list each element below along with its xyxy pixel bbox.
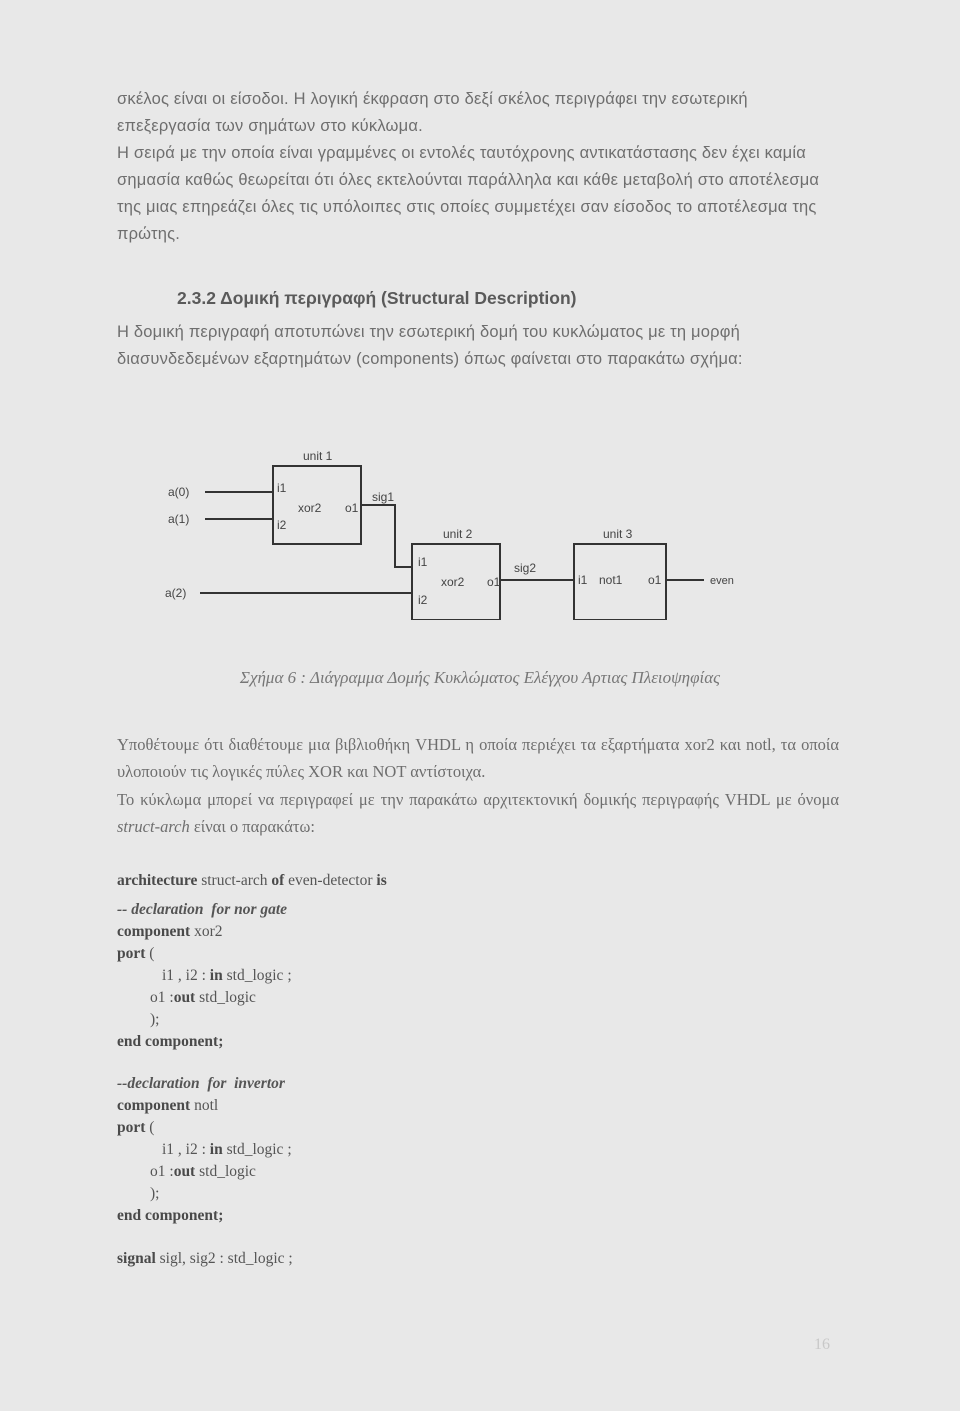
input-label-a0: a(0) — [168, 485, 190, 499]
code-port2-close: ); — [150, 1185, 160, 1202]
section-intro: Η δομική περιγραφή αποτυπώνει την εσωτερική δομή του κυκλώματος με τη μορφή διασυνδεδεμένων εξαρτημάτων (components) όπως φαίνεται στο παρακάτω σχήμα: — [117, 323, 743, 368]
code-port-2: port ( — [117, 1119, 155, 1136]
unit2-in1: i1 — [418, 555, 428, 569]
code-port2-output: o1 :out std_logic — [150, 1163, 256, 1180]
code-port-1: port ( — [117, 945, 155, 962]
input-label-a2: a(2) — [165, 586, 187, 600]
architecture-name: struct-arch — [117, 817, 190, 836]
code-architecture-line: architecture struct-arch of even-detector is — [117, 872, 387, 889]
paragraph-4-pre: Το κύκλωμα μπορεί να περιγραφεί με την παρακάτω αρχιτεκτονική δομικής περιγραφής VHDL με όνομα — [117, 790, 839, 809]
code-port1-inputs: i1 , i2 : in std_logic ; — [162, 967, 292, 984]
unit1-name: unit 1 — [303, 449, 333, 463]
code-port1-output: o1 :out std_logic — [150, 989, 256, 1006]
figure-caption: Σχήμα 6 : Διάγραμμα Δομής Κυκλώματος Ελέγχου Αρτιας Πλειοψηφίας — [239, 668, 721, 687]
unit2-type: xor2 — [441, 575, 465, 589]
structure-diagram — [0, 430, 960, 620]
code-comment-2: --declaration for invertor — [117, 1075, 285, 1092]
unit2-name: unit 2 — [443, 527, 473, 541]
page-number: 16 — [814, 1336, 830, 1353]
sig2-label: sig2 — [514, 561, 537, 575]
unit2-in2: i2 — [418, 593, 428, 607]
paragraph-4-post: είναι ο παρακάτω: — [189, 817, 315, 836]
unit1-in2: i2 — [277, 518, 287, 532]
unit3-in1: i1 — [578, 573, 588, 587]
unit1-in1: i1 — [277, 481, 287, 495]
output-label: even — [710, 575, 734, 587]
unit1-out: o1 — [345, 501, 359, 515]
code-component-1: component xor2 — [117, 923, 223, 940]
paragraph-1: σκέλος είναι οι είσοδοι. Η λογική έκφραση στο δεξί σκέλος περιγράφει την εσωτερική επεξεργασία των σημάτων στο κύκλωμα. — [117, 90, 748, 135]
unit2-out: o1 — [487, 575, 501, 589]
unit1-type: xor2 — [298, 501, 322, 515]
unit3-out: o1 — [648, 573, 662, 587]
code-comment-1: -- declaration for nor gate — [117, 901, 288, 918]
unit3-name: unit 3 — [603, 527, 633, 541]
paragraph-3: Υποθέτουμε ότι διαθέτουμε μια βιβλιοθήκη VHDL η οποία περιέχει τα εξαρτήματα xor2 και notl, τα οποία υλοποιούν τις λογικές πύλες XOR και NOT αντίστοιχα. — [117, 735, 839, 781]
paragraph-4 — [117, 786, 839, 840]
unit3-type: not1 — [599, 573, 623, 587]
code-signal-line: signal sigl, sig2 : std_logic ; — [117, 1250, 293, 1267]
sig1-label: sig1 — [372, 490, 395, 504]
code-component-2: component notl — [117, 1097, 219, 1114]
code-port1-close: ); — [150, 1011, 160, 1028]
section-heading: 2.3.2 Δομική περιγραφή (Structural Description) — [177, 288, 577, 308]
paragraph-2: Η σειρά με την οποία είναι γραμμένες οι εντολές ταυτόχρονης αντικατάστασης δεν έχει καμία σημασία καθώς θεωρείται ότι όλες εκτελούνται παράλληλα και κάθε μεταβολή στο αποτέλεσμα της μιας επηρεάζει όλες τις υπόλοιπες στις οποίες συμμετέχει σαν είσοδος το αποτέλεσμα της πρώτης. — [117, 144, 820, 243]
input-label-a1: a(1) — [168, 512, 190, 526]
code-end-component-2: end component; — [117, 1207, 224, 1224]
code-port2-inputs: i1 , i2 : in std_logic ; — [162, 1141, 292, 1158]
code-end-component-1: end component; — [117, 1033, 224, 1050]
